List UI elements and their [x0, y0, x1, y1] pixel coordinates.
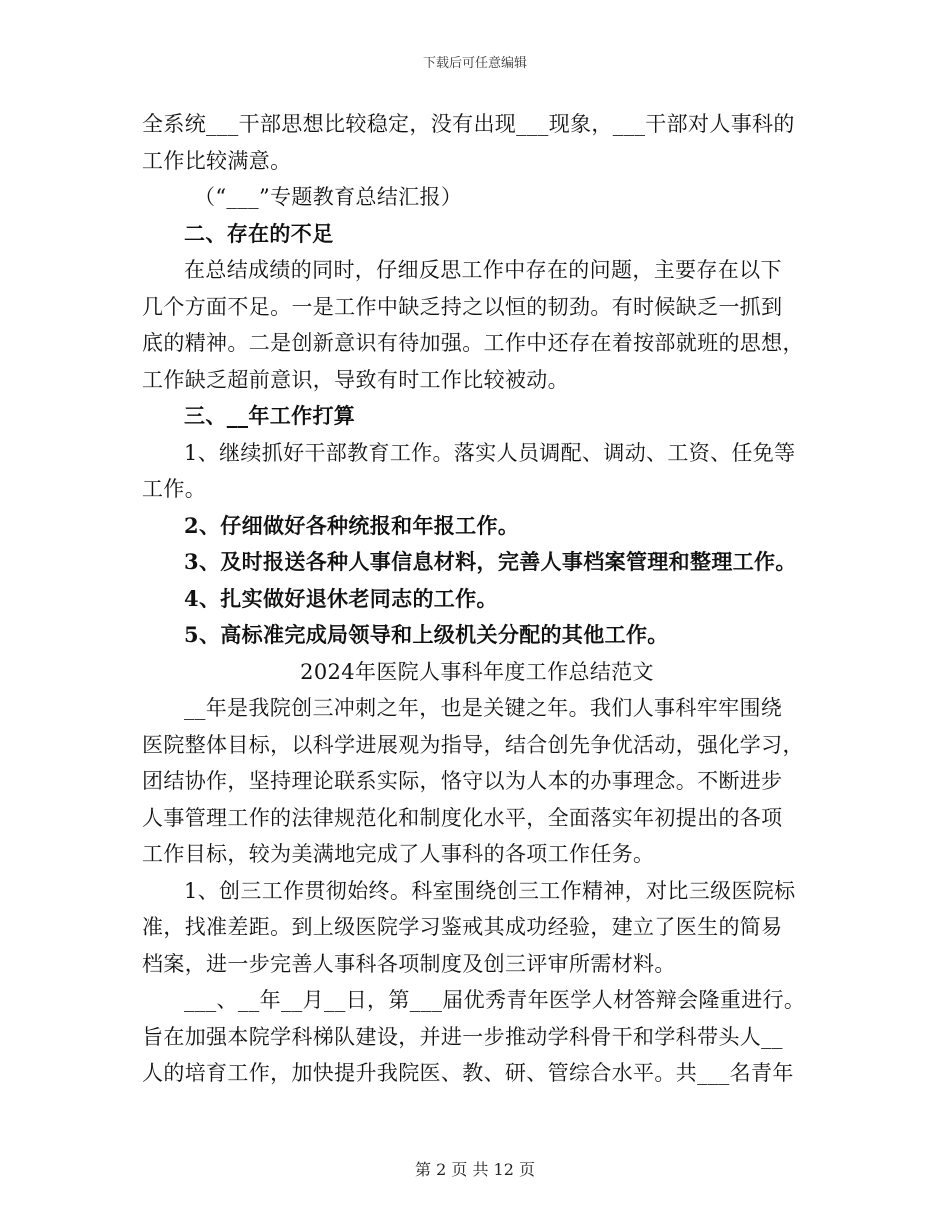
- section-heading-work-plan: 三、__年工作打算: [184, 403, 356, 428]
- paragraph-line: 全系统___干部思想比较稳定，没有出现___现象，___干部对人事科的: [142, 112, 795, 136]
- paragraph-line: 人事管理工作的法律规范化和制度化水平，全面落实年初提出的各项: [142, 805, 783, 830]
- page-number-footer: 第 2 页 共 12 页: [415, 1160, 535, 1179]
- section-heading-shortcomings: 二、存在的不足: [184, 220, 334, 246]
- document-title: 2024年医院人事科年度工作总结范文: [300, 659, 654, 684]
- paragraph-line: 1、创三工作贯彻始终。科室围绕创三工作精神，对比三级医院标: [184, 878, 796, 903]
- paragraph-line: 底的精神。二是创新意识有待加强。工作中还存在着按部就班的思想，: [142, 331, 804, 355]
- paragraph-line: 工作目标，较为美满地完成了人事科的各项工作任务。: [142, 842, 655, 866]
- paragraph-line: 医院整体目标，以科学进展观为指导，结合创先争优活动，强化学习，: [142, 732, 804, 757]
- list-item: 3、及时报送各种人事信息材料，完善人事档案管理和整理工作。: [184, 549, 797, 574]
- paragraph-line: 在总结成绩的同时，仔细反思工作中存在的问题，主要存在以下: [184, 258, 782, 282]
- paragraph-line: 团结协作，坚持理论联系实际，恪守以为人本的办事理念。不断进步: [142, 769, 783, 793]
- paragraph-line: 工作缺乏超前意识，导致有时工作比较被动。: [142, 367, 569, 392]
- paragraph-line: 准，找准差距。到上级医院学习鉴戒其成功经验，建立了医生的简易: [142, 915, 783, 939]
- paragraph-line: 人的培育工作，加快提升我院医、教、研、管综合水平。共___名青年: [142, 1061, 794, 1085]
- paragraph-line: 档案，进一步完善人事科各项制度及创三评审所需材料。: [142, 951, 676, 976]
- summary-caption: （“___”专题教育总结汇报）: [194, 185, 463, 209]
- document-body: [142, 106, 812, 1092]
- paragraph-line: ___、__年__月__日，第___届优秀青年医学人材答辩会隆重进行。: [184, 988, 806, 1012]
- paragraph-line: 工作比较满意。: [142, 148, 292, 173]
- header-note: 下载后可任意编辑: [422, 56, 527, 71]
- list-item: 4、扎实做好退休老同志的工作。: [184, 585, 498, 611]
- list-item: 1、继续抓好干部教育工作。落实人员调配、调动、工资、任免等: [184, 440, 796, 465]
- paragraph-line: __年是我院创三冲刺之年，也是关键之年。我们人事科牢牢围绕: [184, 696, 783, 720]
- list-item: 2、仔细做好各种统报和年报工作。: [184, 512, 520, 538]
- list-item: 5、高标准完成局领导和上级机关分配的其他工作。: [184, 622, 669, 647]
- list-item-continuation: 工作。: [142, 477, 207, 501]
- paragraph-line: 几个方面不足。一是工作中缺乏持之以恒的韧劲。有时候缺乏一抓到: [142, 294, 783, 319]
- paragraph-line: 旨在加强本院学科梯队建设，并进一步推动学科骨干和学科带头人__: [142, 1024, 783, 1049]
